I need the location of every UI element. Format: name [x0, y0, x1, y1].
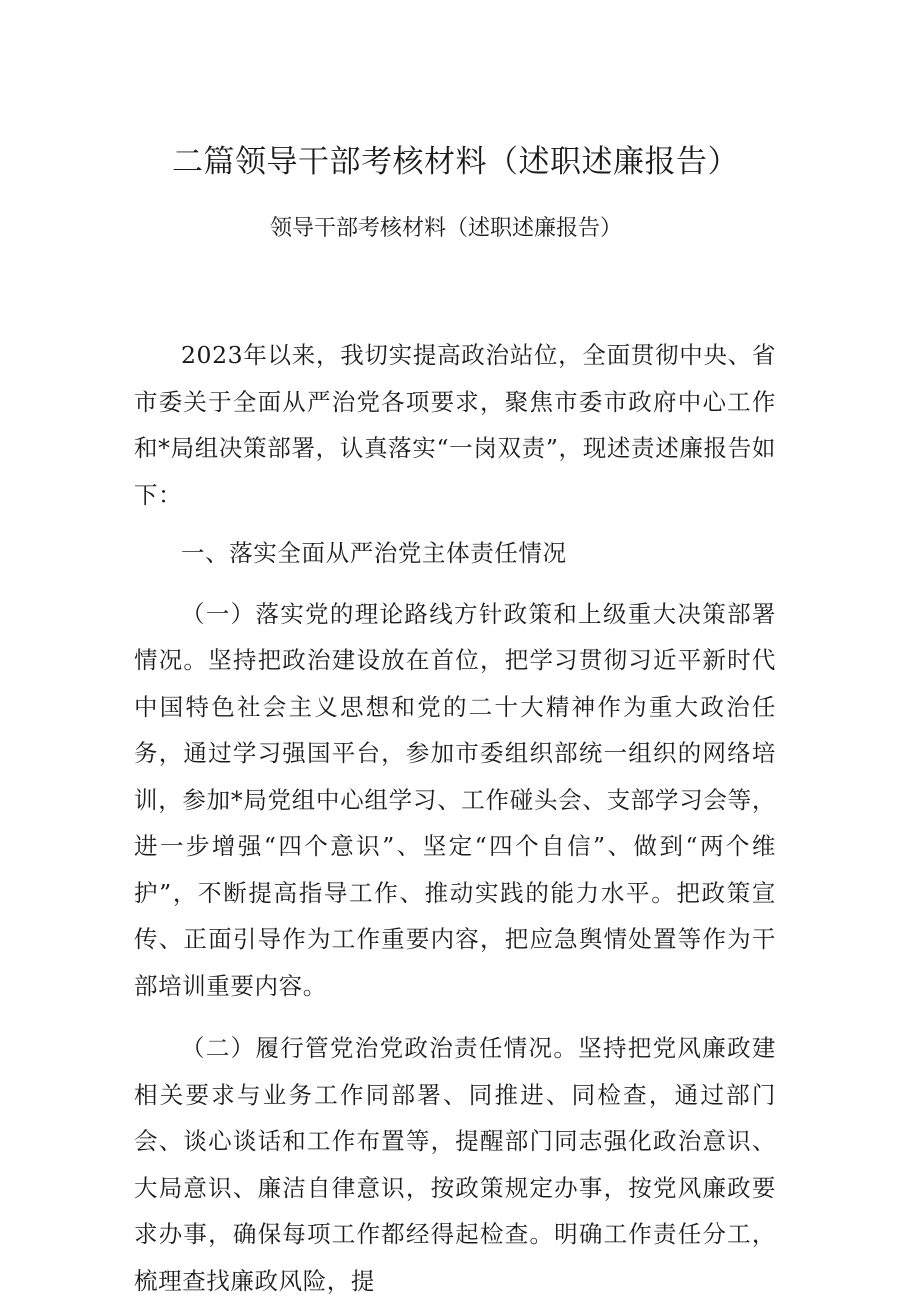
document-title: 二篇领导干部考核材料（述职述廉报告）: [172, 144, 739, 180]
section-heading: 一、落实全面从严治党主体责任情况: [181, 539, 567, 567]
document-body: [134, 332, 776, 1304]
paragraph-section-2: （二）履行管党治党政治责任情况。坚持把党风廉政建相关要求与业务工作同部署、同推进、同检查，通过部门会、谈心谈话和工作布置等，提醒部门同志强化政治意识、大局意识、廉洁自律意识，按政策规定办事，按党风廉政要求办事，确保每项工作都经得起检查。明确工作责任分工，梳理查找廉政风险，提: [134, 1034, 776, 1295]
paragraph-intro: 2023年以来，我切实提高政治站位，全面贯彻中央、省市委关于全面从严治党各项要求，聚焦市委市政府中心工作和*局组决策部署，认真落实“一岗双责”，现述责述廉报告如下：: [134, 341, 776, 509]
document-subtitle: 领导干部考核材料（述职述廉报告）: [270, 216, 623, 241]
paragraph-section-1: （一）落实党的理论路线方针政策和上级重大决策部署情况。坚持把政治建设放在首位，把学习贯彻习近平新时代中国特色社会主义思想和党的二十大精神作为重大政治任务，通过学习强国平台，参加市委组织部统一组织的网络培训，参加*局党组中心组学习、工作碰头会、支部学习会等，进一步增强“四个意识”、坚定“四个自信”、做到“两个维护”，不断提高指导工作、推动实践的能力水平。把政策宣传、正面引导作为工作重要内容，把应急舆情处置等作为干部培训重要内容。: [134, 599, 776, 1000]
